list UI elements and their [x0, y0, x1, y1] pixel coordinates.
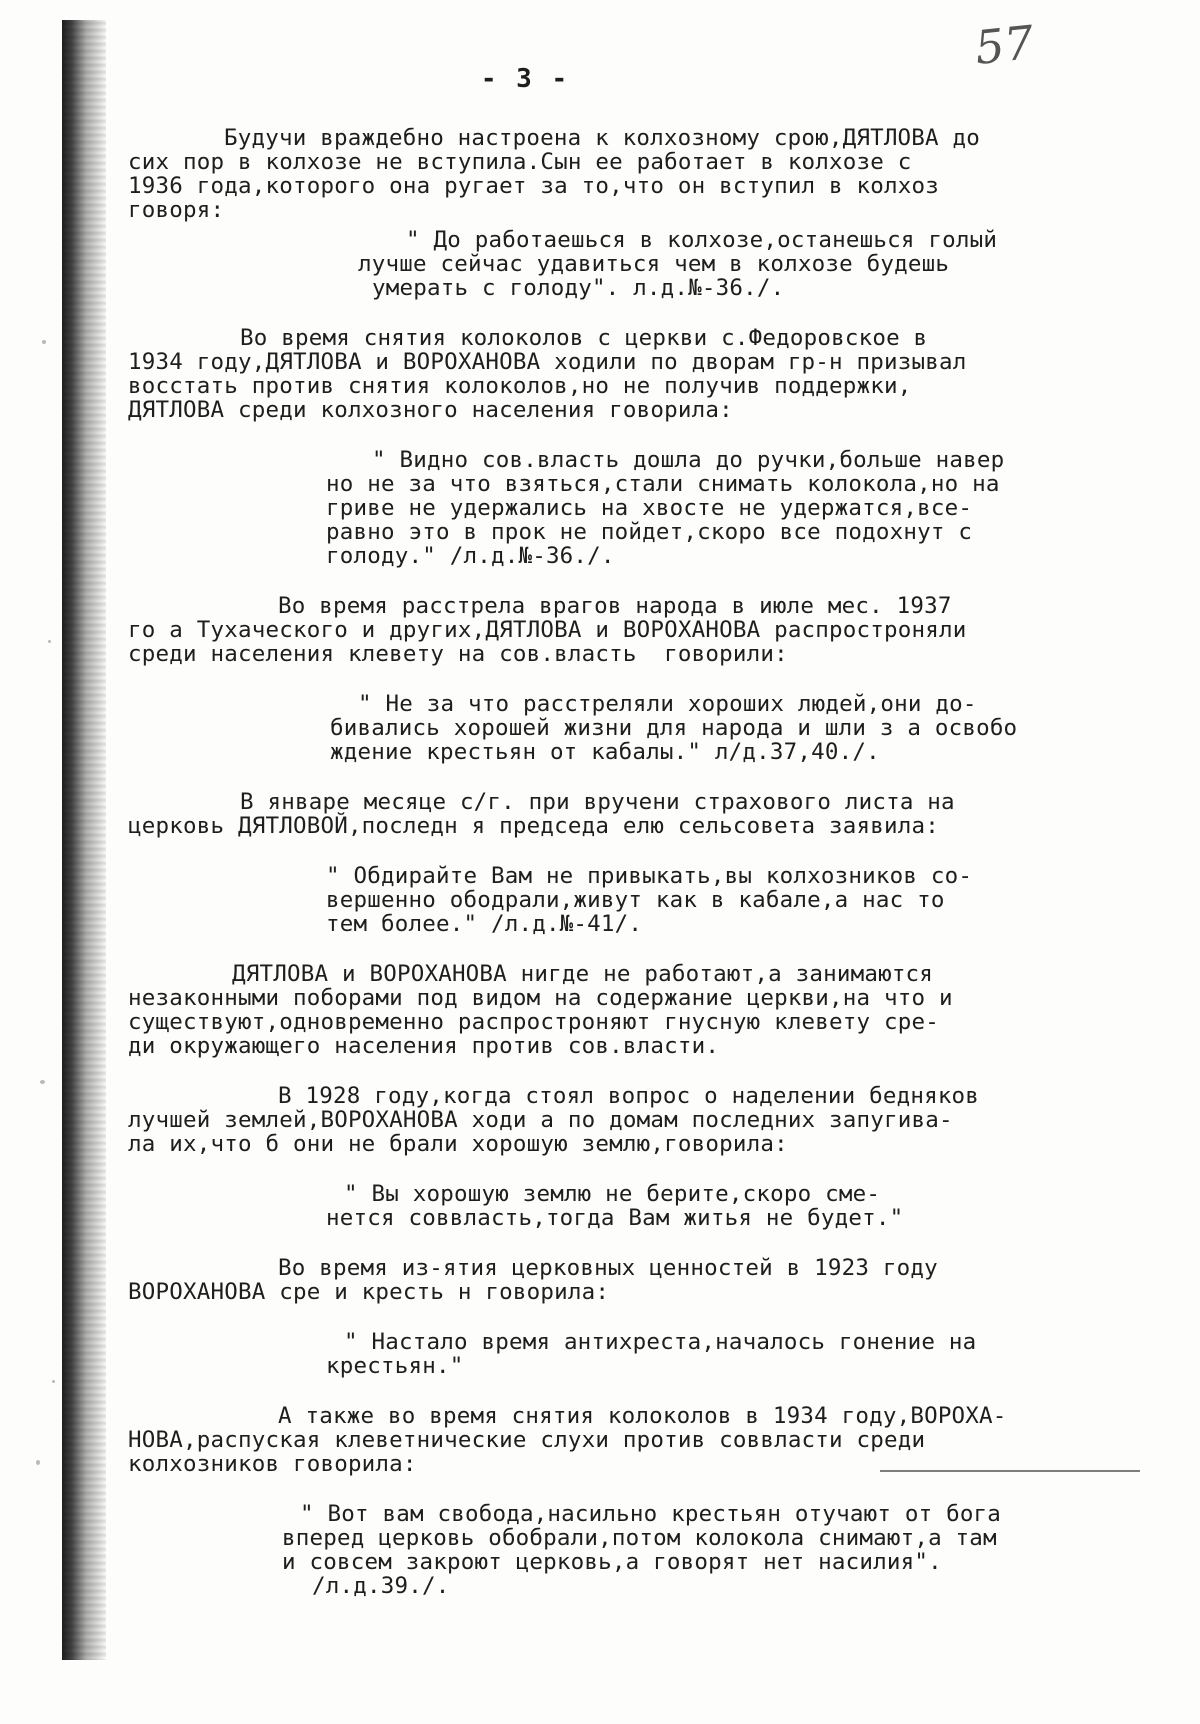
text-line: Во время снятия колоколов с церкви с.Федоровское в — [240, 325, 928, 351]
text-line: существуют,одновременно распростроняют гнусную клевету сре- — [128, 1009, 940, 1035]
quote-line: " Не за что расстреляли хороших людей,они до- — [358, 691, 977, 717]
text-line: ла их,что б они не брали хорошую землю,говорила: — [128, 1131, 788, 1157]
text-line: го а Тухаческого и других,ДЯТЛОВА и ВОРОХАНОВА распростроняли — [128, 617, 967, 643]
quote-line: равно это в прок не пойдет,скоро все подохнут с — [326, 519, 973, 545]
text-line: ДЯТЛОВА среди колхозного населения говорила: — [128, 397, 733, 423]
text-line: В 1928 году,когда стоял вопрос о наделении бедняков — [278, 1083, 980, 1109]
text-line: среди населения клевету на сов.власть говорили: — [128, 641, 788, 667]
handwritten-page-number: 57 — [972, 15, 1037, 75]
quote-line: " До работаешься в колхозе,останешься голый — [406, 227, 998, 253]
text-line: Во время из-ятия церковных ценностей в 1923 году — [278, 1255, 938, 1281]
quote-line: но не за что взяться,стали снимать колокола,но на — [326, 471, 1000, 497]
quote-line: лучше сейчас удавиться чем в колхозе будешь — [358, 251, 950, 277]
text-line: В январе месяце с/г. при вручени страхового листа на — [240, 789, 955, 815]
text-line: восстать против снятия колоколов,но не получив поддержки, — [128, 373, 912, 399]
quote-line: нется соввласть,тогда Вам житья не будет." — [326, 1205, 904, 1231]
text-line: ди окружающего населения против сов.власти. — [128, 1033, 720, 1059]
binding-shadow — [62, 20, 106, 1660]
text-line: 1936 года,которого она ругает за то,что он вступил в колхоз — [128, 173, 940, 199]
text-line: говоря: — [128, 197, 225, 223]
quote-line: бивались хорошей жизни для народа и шли з а освобо — [330, 715, 1018, 741]
text-line: Будучи враждебно настроена к колхозному срою,ДЯТЛОВА до — [224, 125, 981, 151]
text-line: сих пор в колхозе не вступила.Сын ее работает в колхозе с — [128, 149, 912, 175]
pencil-underline — [880, 1470, 1140, 1472]
quote-line: и совсем закроют церковь,а говорят нет насилия". — [282, 1549, 942, 1575]
quote-line: голоду." /л.д.№-36./. — [326, 543, 615, 569]
text-line: колхозников говорила: — [128, 1451, 417, 1477]
quote-line: " Обдирайте Вам не привыкать,вы колхозников со- — [326, 863, 973, 889]
quote-line: " Вы хорошую землю не берите,скоро сме- — [344, 1181, 881, 1207]
quote-line: " Настало время антихреста,началось гонение на — [344, 1329, 977, 1355]
text-line: Во время расстрела врагов народа в июле мес. 1937 — [278, 593, 952, 619]
text-line: НОВА,распуская клеветнические слухи против соввласти среди — [128, 1427, 926, 1453]
page-marker: - 3 - — [480, 64, 570, 94]
quote-line: крестьян." — [326, 1353, 464, 1379]
quote-line: гриве не удержались на хвосте не удержатся,все- — [326, 495, 973, 521]
quote-line: вершенно ободрали,живут как в кабале,а нас то — [326, 887, 945, 913]
text-line: лучшей землей,ВОРОХАНОВА ходи а по домам последних запугива- — [128, 1107, 953, 1133]
quote-line: умерать с голоду". л.д.№-36./. — [372, 275, 785, 301]
text-line: ДЯТЛОВА и ВОРОХАНОВА нигде не работают,а занимаются — [232, 961, 934, 987]
quote-line: " Видно сов.власть дошла до ручки,больше навер — [372, 447, 1005, 473]
quote-line: тем более." /л.д.№-41/. — [326, 911, 643, 937]
quote-line: ждение крестьян от кабалы." л/д.37,40./. — [330, 739, 880, 765]
text-line: 1934 году,ДЯТЛОВА и ВОРОХАНОВА ходили по дворам гр-н призывал — [128, 349, 967, 375]
text-line: ВОРОХАНОВА сре и кресть н говорила: — [128, 1279, 610, 1305]
text-line: церковь ДЯТЛОВОЙ,последн я председа елю сельсовета заявила: — [128, 813, 940, 839]
quote-line: /л.д.39./. — [312, 1573, 450, 1599]
text-line: незаконными поборами под видом на содержание церкви,на что и — [128, 985, 953, 1011]
text-line: А также во время снятия колоколов в 1934 году,ВОРОХА- — [278, 1403, 1007, 1429]
quote-line: вперед церковь обобрали,потом колокола снимают,а там — [282, 1525, 997, 1551]
quote-line: " Вот вам свобода,насильно крестьян отучают от бога — [300, 1501, 1002, 1527]
